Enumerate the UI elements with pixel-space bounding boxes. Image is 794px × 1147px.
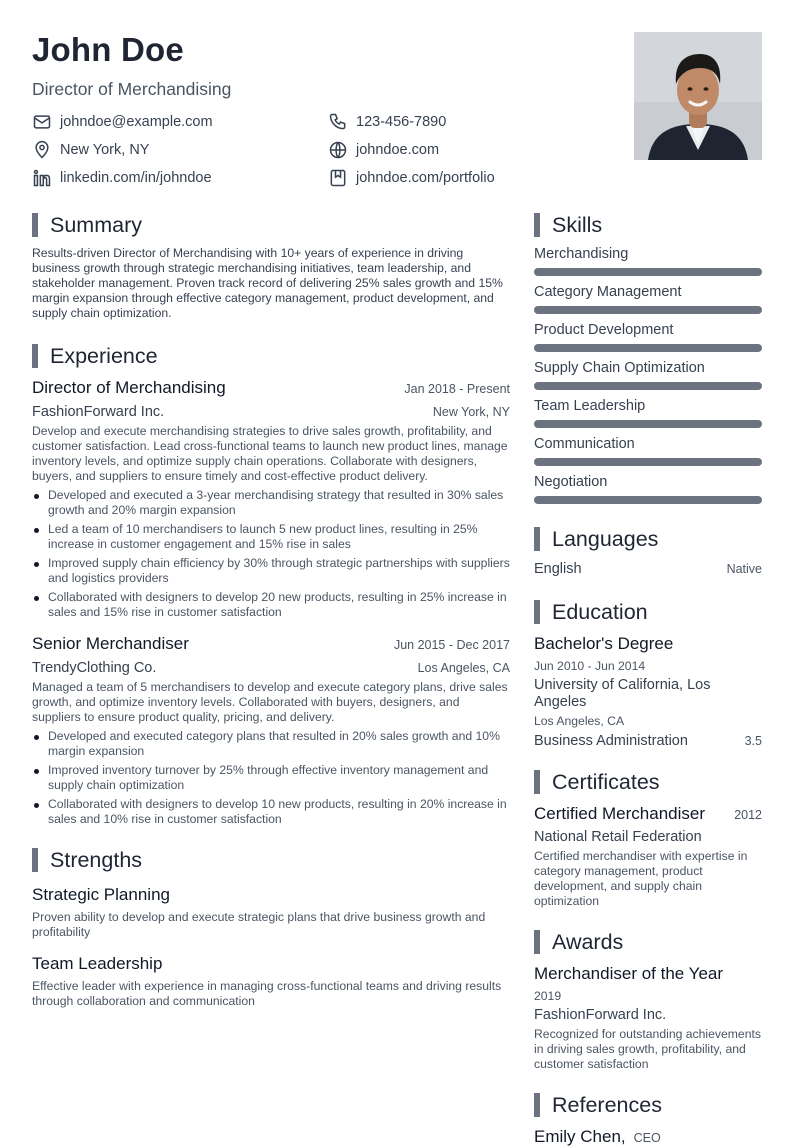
skill-item (534, 474, 762, 504)
skill-item (534, 436, 762, 466)
references-heading (534, 1092, 762, 1118)
skill-name: Communication (534, 436, 635, 452)
job-entry (32, 378, 510, 620)
certificates-heading (534, 769, 762, 795)
skill-item (534, 246, 762, 276)
summary-heading-text: Summary (50, 212, 142, 237)
section-accent-bar (32, 213, 38, 237)
experience-heading (32, 343, 510, 369)
website-text: johndoe.com (356, 142, 440, 158)
certificate-header (534, 804, 762, 824)
contact-location (32, 139, 149, 161)
job-company: TrendyClothing Co. (32, 660, 157, 676)
education-heading-text: Education (552, 599, 648, 624)
summary-heading (32, 212, 510, 238)
job-title: Director of Merchandising (32, 378, 226, 397)
certificate-description: Certified merchandiser with expertise in category management, product development, and supply chain optimization (534, 849, 748, 908)
award-organization: FashionForward Inc. (534, 1007, 667, 1023)
language-level: Native (726, 562, 762, 576)
education-field-row (534, 733, 762, 749)
education-field: Business Administration (534, 733, 688, 749)
email-text: johndoe@example.com (60, 114, 213, 130)
award-description: Recognized for outstanding achievements in driving sales growth, profitability, and customer satisfaction (534, 1027, 761, 1071)
person-name: John Doe (32, 31, 184, 68)
skill-level-bar (534, 458, 762, 466)
achievement-item: Improved inventory turnover by 25% through effective inventory management and supply chain optimization (32, 763, 510, 793)
skill-item (534, 360, 762, 390)
skill-name: Supply Chain Optimization (534, 360, 705, 376)
skills-heading-text: Skills (552, 212, 603, 237)
strength-description: Effective leader with experience in managing cross-functional teams and driving results through collaboration and communication (32, 979, 502, 1008)
job-achievements (32, 488, 510, 620)
skill-item (534, 322, 762, 352)
portfolio-text: johndoe.com/portfolio (356, 170, 495, 186)
section-accent-bar (32, 344, 38, 368)
education-location: Los Angeles, CA (534, 714, 625, 728)
reference-name: Emily Chen, (534, 1127, 626, 1146)
bookmark-icon (328, 168, 348, 188)
skill-level-bar (534, 382, 762, 390)
job-location: Los Angeles, CA (417, 661, 510, 675)
certificate-year: 2012 (734, 808, 762, 822)
certificate-issuer: National Retail Federation (534, 829, 702, 845)
certificate-name: Certified Merchandiser (534, 804, 706, 823)
languages-heading (534, 526, 762, 552)
education-dates: Jun 2010 - Jun 2014 (534, 659, 646, 673)
job-entry (32, 634, 510, 827)
education-gpa: 3.5 (744, 734, 762, 748)
skill-name: Merchandising (534, 246, 629, 262)
achievement-item: Improved supply chain efficiency by 30% through strategic partnerships with suppliers and logistics providers (32, 556, 510, 586)
education-heading (534, 599, 762, 625)
certificates-heading-text: Certificates (552, 769, 660, 794)
achievement-item: Collaborated with designers to develop 10 new products, resulting in 20% increase in sales and 10% rise in customer satisfaction (32, 797, 510, 827)
job-location: New York, NY (432, 405, 510, 419)
references-heading-text: References (552, 1092, 662, 1117)
skill-item (534, 284, 762, 314)
award-year: 2019 (534, 989, 562, 1003)
achievement-item: Collaborated with designers to develop 20 new products, resulting in 25% increase in sales and 15% rise in customer satisfaction (32, 590, 510, 620)
contact-portfolio[interactable] (328, 167, 495, 189)
education-school: University of California, Los Angeles (534, 677, 711, 710)
experience-heading-text: Experience (50, 343, 158, 368)
skill-level-bar (534, 420, 762, 428)
job-description: Develop and execute merchandising strategies to drive sales growth, profitability, and customer satisfaction. Lead cross-functional teams to launch new product lines, manage inventory levels, and optimize supply chain operations. Collaborate with designers, buyers, and suppliers to ensure timely and cost-effective product delivery. (32, 424, 508, 483)
awards-heading-text: Awards (552, 929, 624, 954)
section-accent-bar (534, 213, 540, 237)
job-description: Managed a team of 5 merchandisers to develop and execute category plans, drive sales growth, and optimize inventory levels. Collaborated with buyers, designers, and suppliers to ensure product quality, pricing, and delivery. (32, 680, 508, 724)
skill-name: Product Development (534, 322, 674, 338)
job-company: FashionForward Inc. (32, 404, 165, 420)
resume-header (32, 30, 592, 100)
skill-level-bar (534, 306, 762, 314)
location-text: New York, NY (60, 142, 150, 158)
left-column (32, 212, 510, 1009)
language-name: English (534, 561, 582, 577)
language-item (534, 561, 762, 577)
person-title: Director of Merchandising (32, 79, 232, 99)
phone-text: 123-456-7890 (356, 114, 447, 130)
skills-list (534, 246, 762, 504)
achievement-item: Developed and executed a 3-year merchandising strategy that resulted in 30% sales growth and 20% margin expansion (32, 488, 510, 518)
phone-icon (328, 112, 348, 132)
skill-name: Negotiation (534, 474, 608, 490)
summary-text: Results-driven Director of Merchandising with 10+ years of experience in driving business growth through strategic merchandising initiatives, team leadership, and stakeholder management. Proven track record of delivering 25% sales growth and 15% margin expansion through effective category management, product development, and supply chain optimization. (32, 246, 503, 320)
achievement-item: Developed and executed category plans that resulted in 20% sales growth and 10% margin expansion (32, 729, 510, 759)
section-accent-bar (534, 770, 540, 794)
strength-title: Strategic Planning (32, 885, 170, 904)
mail-icon (32, 112, 52, 132)
education-degree: Bachelor's Degree (534, 634, 674, 653)
contact-phone[interactable] (328, 111, 446, 133)
strength-description: Proven ability to develop and execute strategic plans that drive business growth and profitability (32, 910, 486, 939)
profile-photo (634, 32, 762, 160)
job-achievements (32, 729, 510, 827)
skill-name: Team Leadership (534, 398, 646, 414)
reference-role: CEO (633, 1131, 661, 1145)
job-title: Senior Merchandiser (32, 634, 189, 653)
skill-level-bar (534, 344, 762, 352)
skill-level-bar (534, 268, 762, 276)
awards-heading (534, 929, 762, 955)
strength-title: Team Leadership (32, 954, 163, 973)
strengths-heading-text: Strengths (50, 847, 143, 872)
languages-heading-text: Languages (552, 526, 659, 551)
skill-level-bar (534, 496, 762, 504)
avatar-illustration (634, 32, 762, 160)
contact-website[interactable] (328, 139, 439, 161)
strengths-heading (32, 847, 510, 873)
skill-item (534, 398, 762, 428)
job-dates: Jan 2018 - Present (404, 382, 510, 396)
skill-name: Category Management (534, 284, 682, 300)
linkedin-text: linkedin.com/in/johndoe (60, 170, 212, 186)
contact-linkedin[interactable] (32, 167, 212, 189)
right-column (534, 212, 762, 1147)
skills-heading (534, 212, 762, 238)
job-dates: Jun 2015 - Dec 2017 (393, 638, 510, 652)
reference-item (534, 1127, 762, 1147)
section-accent-bar (534, 930, 540, 954)
section-accent-bar (32, 848, 38, 872)
achievement-item: Led a team of 10 merchandisers to launch 5 new product lines, resulting in 25% increase in customer engagement and 15% rise in sales (32, 522, 510, 552)
linkedin-icon (32, 168, 52, 188)
contact-email[interactable] (32, 111, 213, 133)
section-accent-bar (534, 600, 540, 624)
map-pin-icon (32, 140, 52, 160)
section-accent-bar (534, 527, 540, 551)
globe-icon (328, 140, 348, 160)
contact-list (32, 111, 592, 195)
section-accent-bar (534, 1093, 540, 1117)
award-name: Merchandiser of the Year (534, 964, 724, 983)
